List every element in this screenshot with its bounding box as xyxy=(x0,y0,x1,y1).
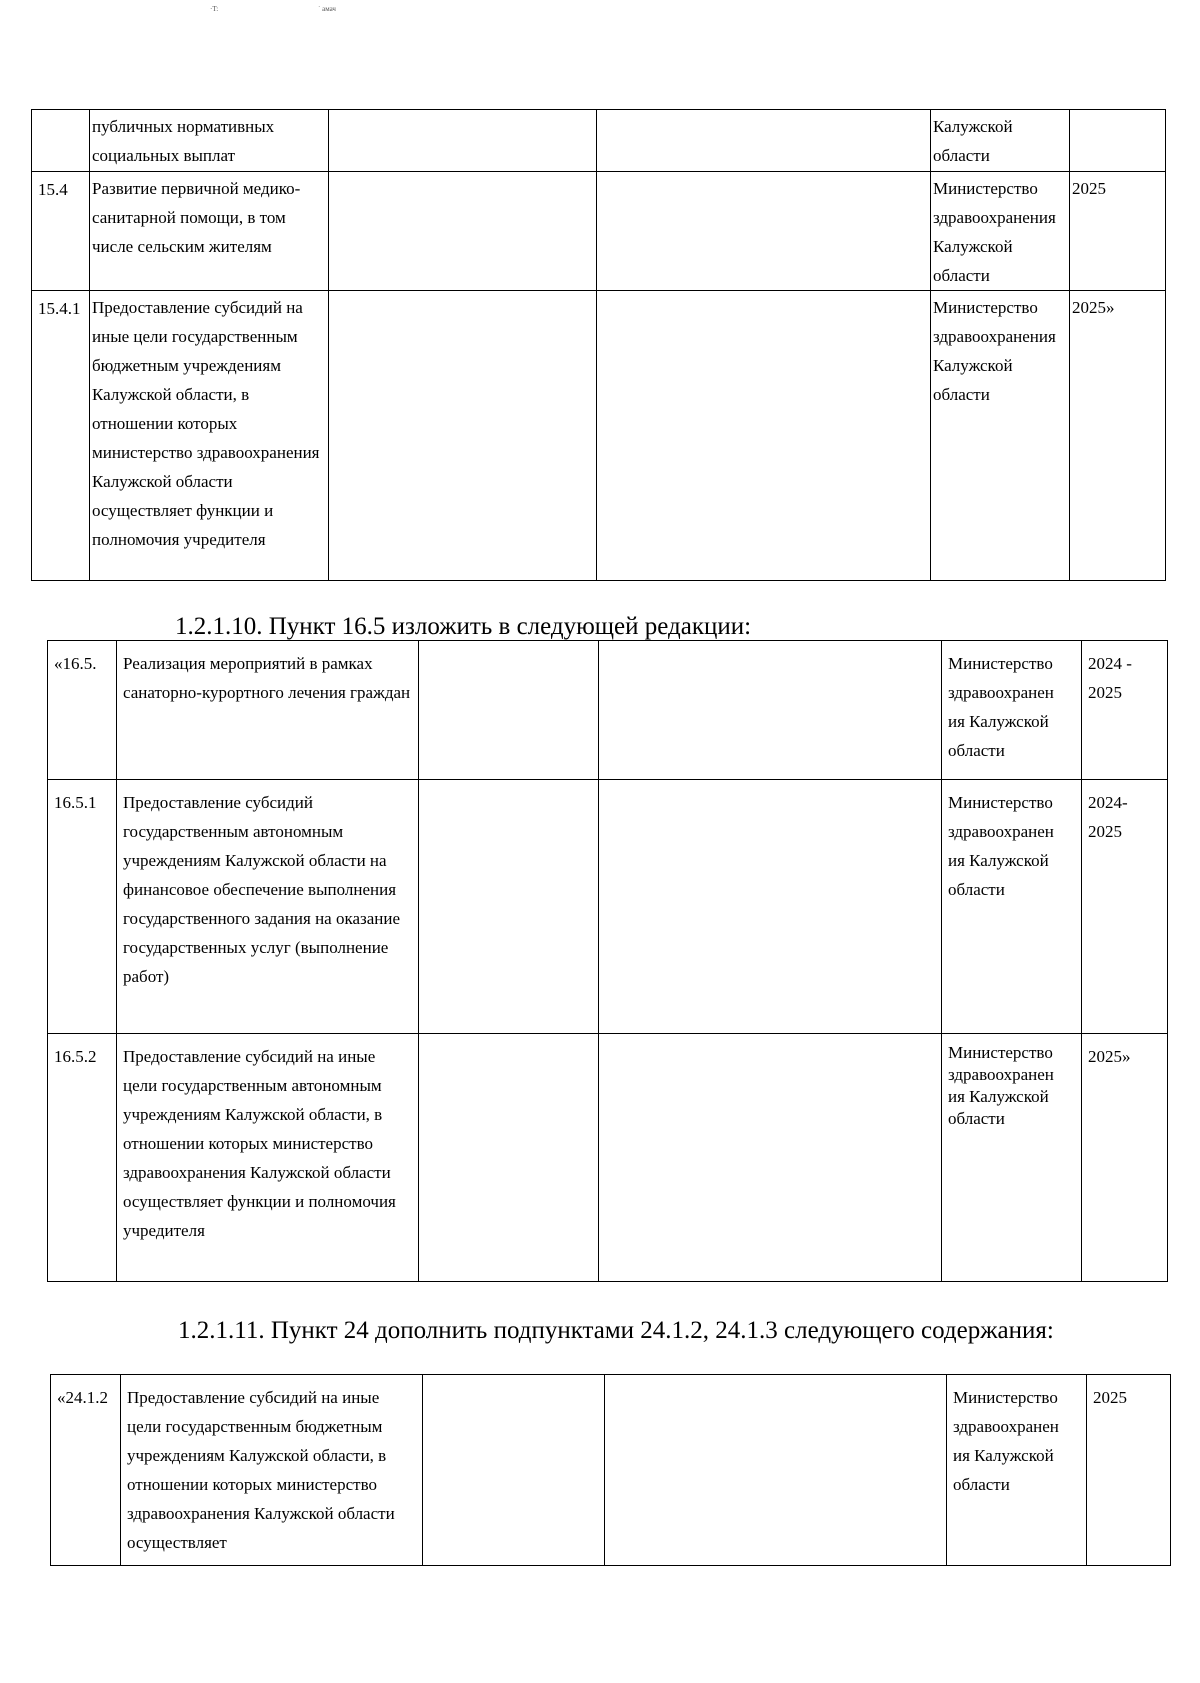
section-heading-24: 1.2.1.11. Пункт 24 дополнить подпунктами 24.1.2, 24.1.3 следующего содержания: xyxy=(178,1317,1054,1344)
table-row xyxy=(48,780,1168,1034)
executor-cell xyxy=(942,780,1082,1034)
measure-name: Предоставление субсидий на иные цели государственным автономным учреждениям Калужской области, в отношении которых министерство здравоохранения Калужской области осуществляет функции и полномочия учредителя xyxy=(123,1047,396,1240)
executor: Министерство здравоохранения Калужской области xyxy=(933,179,1056,285)
empty-cell xyxy=(599,1034,942,1282)
executor-cell xyxy=(947,1375,1087,1566)
executor: Министерство здравоохранен ия Калужской области xyxy=(953,1388,1059,1494)
measure-name-cell xyxy=(90,110,329,172)
empty-cell xyxy=(419,780,599,1034)
row-number: 15.4 xyxy=(38,180,68,199)
year-cell xyxy=(1087,1375,1171,1566)
table-row xyxy=(32,172,1166,291)
measures-table-16 xyxy=(47,640,1168,1282)
empty-cell xyxy=(419,1034,599,1282)
measure-name: Предоставление субсидий государственным автономным учреждениям Калужской области на финансовое обеспечение выполнения государственного задания на оказание государственных услуг (выполнение работ) xyxy=(123,793,401,986)
row-number: 16.5.2 xyxy=(54,1047,97,1066)
empty-cell xyxy=(329,172,597,291)
empty-cell xyxy=(597,110,931,172)
empty-cell xyxy=(605,1375,947,1566)
executor-cell xyxy=(931,291,1070,581)
year-cell xyxy=(1070,172,1166,291)
scan-mark: ˙ амач xyxy=(318,5,336,13)
table-row xyxy=(51,1375,1171,1566)
scan-mark: ·T: xyxy=(210,5,219,13)
measure-name-cell xyxy=(121,1375,423,1566)
section-heading-16-5: 1.2.1.10. Пункт 16.5 изложить в следующей редакции: xyxy=(175,613,752,640)
measures-table-15 xyxy=(31,109,1166,581)
empty-cell xyxy=(329,110,597,172)
row-number-cell xyxy=(51,1375,121,1566)
table-row xyxy=(48,641,1168,780)
measure-name: Развитие первичной медико-санитарной помощи, в том числе сельским жителям xyxy=(92,179,301,256)
year-cell xyxy=(1082,641,1168,780)
row-number-cell xyxy=(32,172,90,291)
row-number: 15.4.1 xyxy=(38,299,81,318)
executor-cell xyxy=(942,1034,1082,1282)
row-number: «24.1.2 xyxy=(57,1388,108,1407)
year-cell xyxy=(1082,1034,1168,1282)
empty-cell xyxy=(599,780,942,1034)
row-number-cell xyxy=(48,1034,117,1282)
executor: Министерство здравоохранен ия Калужской области xyxy=(948,793,1054,899)
year-cell xyxy=(1070,291,1166,581)
measure-name: Реализация мероприятий в рамках санаторно-курортного лечения граждан xyxy=(123,654,411,702)
executor-cell xyxy=(931,110,1070,172)
row-number-cell xyxy=(32,291,90,581)
row-number-cell xyxy=(48,641,117,780)
table-row xyxy=(32,110,1166,172)
empty-cell xyxy=(419,641,599,780)
year: 2025 xyxy=(1072,179,1106,198)
executor-cell xyxy=(931,172,1070,291)
executor-cell xyxy=(942,641,1082,780)
measure-name-cell xyxy=(117,780,419,1034)
row-number: 16.5.1 xyxy=(54,793,97,812)
measure-name-cell xyxy=(90,291,329,581)
empty-cell xyxy=(599,641,942,780)
measure-name: публичных нормативных социальных выплат xyxy=(92,117,275,165)
year-cell xyxy=(1070,110,1166,172)
measure-name: Предоставление субсидий на иные цели государственным бюджетным учреждениям Калужской области, в отношении которых министерство здравоохранения Калужской области осуществляет xyxy=(127,1388,395,1552)
empty-cell xyxy=(597,291,931,581)
empty-cell xyxy=(423,1375,605,1566)
table-row xyxy=(32,291,1166,581)
executor: Министерство здравоохранения Калужской области xyxy=(933,298,1056,404)
year xyxy=(1070,110,1165,112)
year: 2024- 2025 xyxy=(1088,793,1128,841)
measures-table-24 xyxy=(50,1374,1171,1566)
executor: Министерство здравоохранен ия Калужской области xyxy=(948,1043,1054,1128)
year: 2025» xyxy=(1088,1047,1131,1066)
row-number: «16.5. xyxy=(54,654,97,673)
measure-name-cell xyxy=(117,641,419,780)
year: 2025» xyxy=(1072,298,1115,317)
row-number-cell xyxy=(32,110,90,172)
table-row xyxy=(48,1034,1168,1282)
year-cell xyxy=(1082,780,1168,1034)
row-number-cell xyxy=(48,780,117,1034)
measure-name-cell xyxy=(90,172,329,291)
row-number xyxy=(32,110,89,113)
year: 2024 - 2025 xyxy=(1088,654,1132,702)
year: 2025 xyxy=(1093,1388,1127,1407)
executor: Министерство здравоохранен ия Калужской области xyxy=(948,654,1054,760)
executor: Калужской области xyxy=(933,117,1013,165)
empty-cell xyxy=(329,291,597,581)
measure-name-cell xyxy=(117,1034,419,1282)
measure-name: Предоставление субсидий на иные цели государственным бюджетным учреждениям Калужской области, в отношении которых министерство здравоохранения Калужской области осуществляет функции и полномочия учредителя xyxy=(92,298,320,549)
empty-cell xyxy=(597,172,931,291)
